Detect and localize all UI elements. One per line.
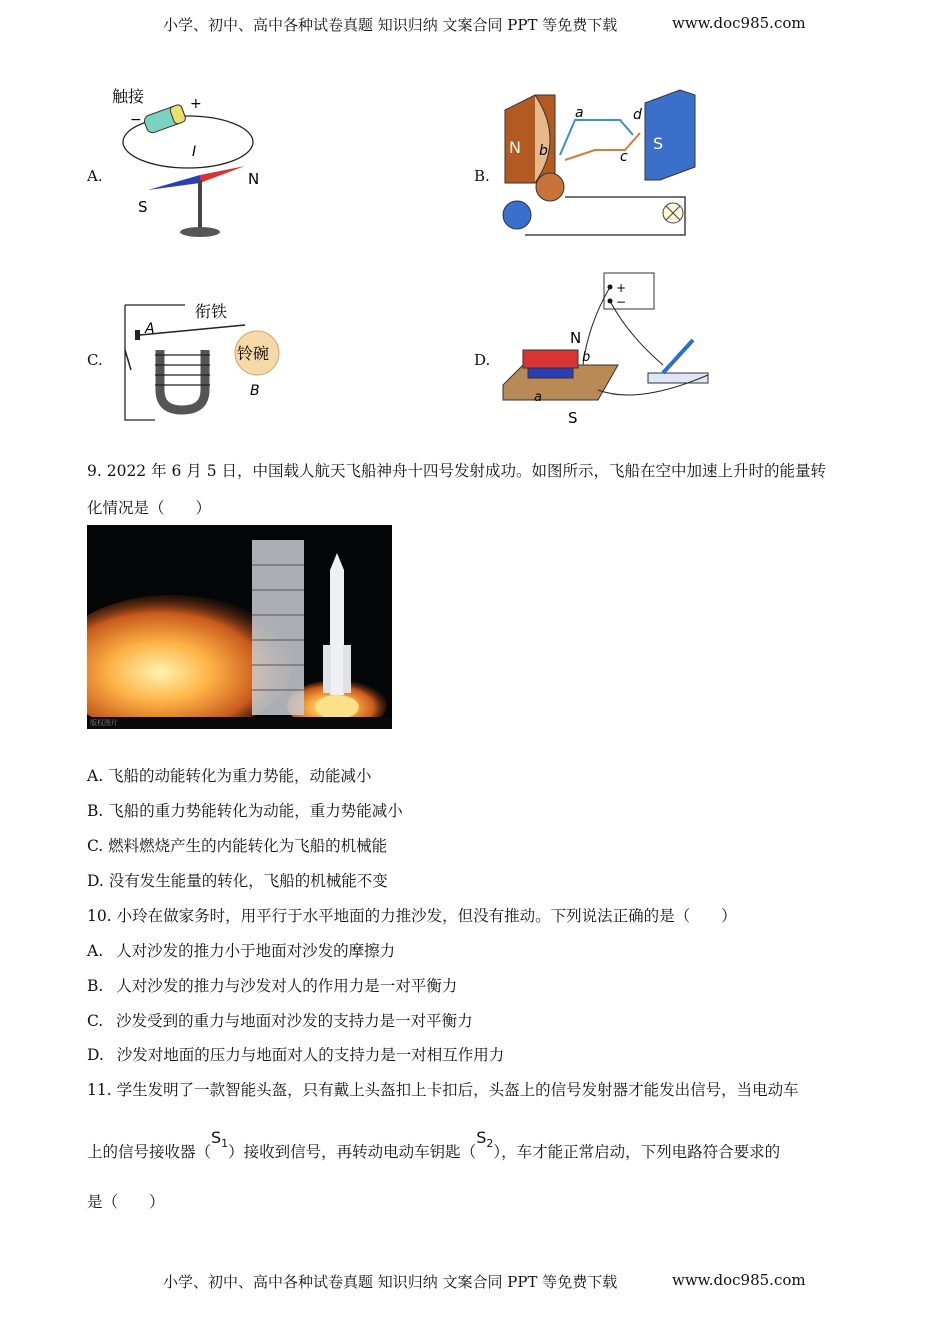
q9-option-d[interactable]: D. 没有发生能量的转化，飞船的机械能不变 xyxy=(87,872,388,890)
q10-option-c[interactable] xyxy=(87,1009,473,1031)
header-banner-text: 小学、初中、高中各种试卷真题 知识归纳 文案合同 PPT 等免费下载 xyxy=(163,16,618,34)
fig-c-bell-label: 铃碗 xyxy=(237,344,270,363)
q8-option-b-label: B. xyxy=(474,167,490,185)
q9-option-b[interactable]: B. 飞船的重力势能转化为动能，重力势能减小 xyxy=(87,802,403,820)
q10-option-c-label: C. xyxy=(87,1012,104,1030)
fig-b-n-label: N xyxy=(509,138,521,157)
svg-text:b: b xyxy=(582,350,591,365)
svg-text:A: A xyxy=(145,321,155,337)
fig-a-plus: + xyxy=(190,96,202,112)
fig-c-switch xyxy=(125,350,131,370)
fig-a-touch-label: 触接 xyxy=(112,87,145,106)
q11-line2-part-a: 上的信号接收器（ xyxy=(87,1143,212,1161)
svg-text:c: c xyxy=(620,149,628,165)
footer-banner-text: 小学、初中、高中各种试卷真题 知识归纳 文案合同 PPT 等免费下载 xyxy=(163,1273,618,1291)
q8-option-b-figure xyxy=(495,85,705,240)
q11-stem-line1: 11. 学生发明了一款智能头盔，只有戴上头盔扣上卡扣后，头盔上的信号发射器才能发出信号，当电动车 xyxy=(87,1081,799,1099)
fig-a-current-label: I xyxy=(192,144,197,160)
q10-option-d-text: 沙发对地面的压力与地面对人的支持力是一对相互作用力 xyxy=(116,1046,505,1064)
fig-a-battery xyxy=(143,104,187,135)
q11-line2-part-c: ），车才能正常启动，下列电路符合要求的 xyxy=(493,1143,781,1161)
photo-launch-tower xyxy=(252,540,304,715)
q9-rocket-launch-photo xyxy=(87,525,392,729)
q11-s1-symbol: $S_1$ xyxy=(211,1128,229,1151)
photo-caption: 版权图片 xyxy=(90,719,118,727)
q11-line2-part-b: ）接收到信号，再转动电动车钥匙（ xyxy=(228,1143,477,1161)
fig-d-s-label: S xyxy=(568,409,578,427)
q10-option-a[interactable] xyxy=(87,939,395,961)
q8-option-d-figure xyxy=(498,265,718,430)
q10-stem: 10. 小玲在做家务时，用平行于水平地面的力推沙发，但没有推动。下列说法正确的是（ ） xyxy=(87,907,737,925)
q8-option-d-label: D. xyxy=(474,351,491,369)
q9-option-c[interactable]: C. 燃料燃烧产生的内能转化为飞船的机械能 xyxy=(87,837,388,855)
fig-d-n-label: N xyxy=(570,329,582,347)
fig-a-wire-loop xyxy=(123,116,253,168)
q11-s2-symbol: $S_2$ xyxy=(476,1128,494,1151)
footer-site-link[interactable]: www.doc985.com xyxy=(672,1271,806,1289)
q8-option-a-label: A. xyxy=(87,167,103,185)
fig-a-needle-blue xyxy=(148,175,200,190)
fig-c-armature-label: 衔铁 xyxy=(195,302,228,321)
fig-d-magnet xyxy=(523,350,578,368)
q8-option-a-figure xyxy=(100,80,290,245)
fig-a-minus: − xyxy=(130,112,142,128)
svg-text:b: b xyxy=(539,143,548,159)
svg-text:a: a xyxy=(534,390,542,405)
svg-text:d: d xyxy=(633,107,642,123)
svg-text:a: a xyxy=(575,105,584,121)
q10-option-d-label: D. xyxy=(87,1046,104,1064)
q8-option-c-figure xyxy=(105,295,295,430)
svg-text:B: B xyxy=(250,383,260,399)
fig-a-s-pole: S xyxy=(138,198,148,216)
q10-option-a-label: A. xyxy=(87,942,104,960)
fig-d-switch xyxy=(648,373,708,383)
q9-option-a[interactable]: A. 飞船的动能转化为重力势能，动能减小 xyxy=(87,767,372,785)
q11-stem-line2 xyxy=(87,1128,781,1164)
header-site-link[interactable]: www.doc985.com xyxy=(672,14,806,32)
q10-option-d[interactable] xyxy=(87,1043,504,1065)
q9-stem-line2: 化情况是（ ） xyxy=(87,499,212,517)
fig-b-s-label: S xyxy=(653,134,664,153)
q10-option-a-text: 人对沙发的推力小于地面对沙发的摩擦力 xyxy=(116,942,396,960)
q8-option-c-label: C. xyxy=(87,351,103,369)
photo-rocket xyxy=(330,570,344,695)
q11-stem-line3: 是（ ） xyxy=(87,1193,165,1211)
svg-text:+: + xyxy=(616,281,627,295)
q10-option-c-text: 沙发受到的重力与地面对沙发的支持力是一对平衡力 xyxy=(116,1012,473,1030)
q10-option-b[interactable] xyxy=(87,974,457,996)
svg-text:−: − xyxy=(616,295,627,309)
fig-a-n-pole: N xyxy=(248,170,260,188)
q10-option-b-text: 人对沙发的推力与沙发对人的作用力是一对平衡力 xyxy=(116,977,458,995)
q10-option-b-label: B. xyxy=(87,977,104,995)
fig-a-needle-red xyxy=(200,166,245,183)
q9-stem-line1: 9. 2022 年 6 月 5 日，中国载人航天飞船神舟十四号发射成功。如图所示，飞船在空中加速上升时的能量转 xyxy=(87,462,827,480)
